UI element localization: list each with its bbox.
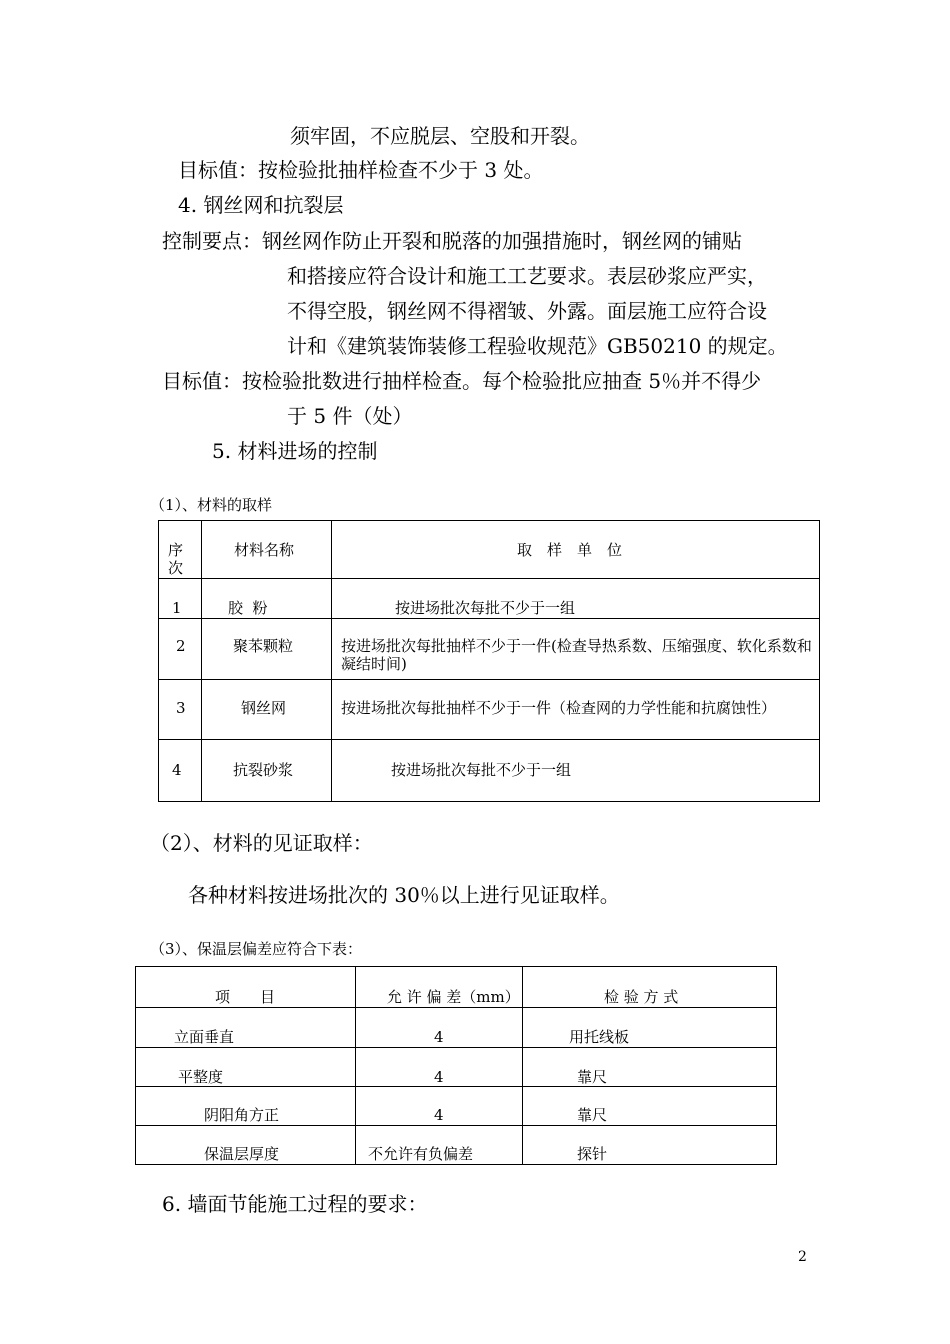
cell-method: 探针 — [577, 1145, 608, 1163]
table-caption: （3）、保温层偏差应符合下表： — [150, 940, 363, 958]
cell-name: 抗裂砂浆 — [233, 761, 294, 779]
cell-item: 立面垂直 — [174, 1028, 235, 1046]
paragraph-line: 和搭接应符合设计和施工工艺要求。表层砂浆应严实， — [287, 264, 767, 288]
cell-no: 1 — [172, 599, 182, 617]
section-heading: 5. 材料进场的控制 — [212, 439, 378, 463]
table-row — [136, 1008, 777, 1048]
sampling-table — [158, 520, 820, 802]
paragraph-line: 不得空股，钢丝网不得褶皱、外露。面层施工应符合设 — [287, 299, 767, 323]
header-allowance: 允 许 偏 差（mm） — [387, 988, 520, 1006]
cell-no: 4 — [172, 761, 182, 779]
header-unit: 取 样 单 位 — [517, 541, 623, 559]
cell-unit: 按进场批次每批抽样不少于一件（检查网的力学性能和抗腐蚀性） — [341, 699, 777, 717]
cell-name: 钢丝网 — [241, 699, 287, 717]
cell-no: 3 — [176, 699, 186, 717]
table-header-row — [159, 521, 820, 579]
table-row — [136, 1087, 777, 1126]
cell-method: 靠尺 — [577, 1068, 608, 1086]
cell-method: 靠尺 — [577, 1106, 608, 1124]
header-item: 项 目 — [215, 988, 276, 1006]
cell-allowance: 4 — [434, 1068, 444, 1086]
table-caption: （1）、材料的取样 — [150, 496, 273, 514]
paragraph-line: 计和《建筑装饰装修工程验收规范》GB50210 的规定。 — [287, 334, 788, 358]
subsection-title: （2）、材料的见证取样： — [150, 831, 373, 855]
section-heading: 6. 墙面节能施工过程的要求： — [162, 1192, 428, 1216]
page-number: 2 — [798, 1249, 807, 1265]
table-row — [136, 1126, 777, 1165]
paragraph-line: 于 5 件（处） — [287, 404, 413, 428]
table-row — [159, 619, 820, 680]
header-name: 材料名称 — [234, 541, 295, 559]
table-row — [159, 740, 820, 802]
paragraph-line: 控制要点：钢丝网作防止开裂和脱落的加强措施时，钢丝网的铺贴 — [162, 229, 742, 253]
cell-item: 阴阳角方正 — [204, 1106, 280, 1124]
header-method: 检 验 方 式 — [604, 988, 679, 1006]
cell-unit: 按进场批次每批不少于一组 — [391, 761, 572, 779]
table-row — [159, 579, 820, 619]
cell-method: 用托线板 — [569, 1028, 630, 1046]
table-row — [159, 680, 820, 740]
cell-name: 聚苯颗粒 — [233, 637, 294, 655]
cell-no: 2 — [176, 637, 186, 655]
paragraph-line: 目标值：按检验批抽样检查不少于 3 处。 — [178, 158, 544, 182]
header-no: 序次 — [168, 541, 184, 577]
paragraph-line: 须牢固，不应脱层、空股和开裂。 — [290, 124, 590, 148]
cell-item: 保温层厚度 — [204, 1145, 280, 1163]
cell-allowance: 不允许有负偏差 — [368, 1145, 474, 1163]
cell-name: 胶 粉 — [228, 599, 268, 617]
table-header-row — [136, 967, 777, 1008]
table-row — [136, 1048, 777, 1087]
cell-allowance: 4 — [434, 1106, 444, 1124]
cell-allowance: 4 — [434, 1028, 444, 1046]
paragraph-line: 目标值：按检验批数进行抽样检查。每个检验批应抽查 5％并不得少 — [162, 369, 762, 393]
cell-item: 平整度 — [178, 1068, 224, 1086]
deviation-table — [135, 966, 777, 1165]
cell-unit: 按进场批次每批抽样不少于一件(检查导热系数、压缩强度、软化系数和凝结时间) — [341, 637, 812, 673]
cell-unit: 按进场批次每批不少于一组 — [395, 599, 576, 617]
section-heading: 4. 钢丝网和抗裂层 — [178, 193, 344, 217]
paragraph-line: 各种材料按进场批次的 30％以上进行见证取样。 — [188, 883, 620, 907]
